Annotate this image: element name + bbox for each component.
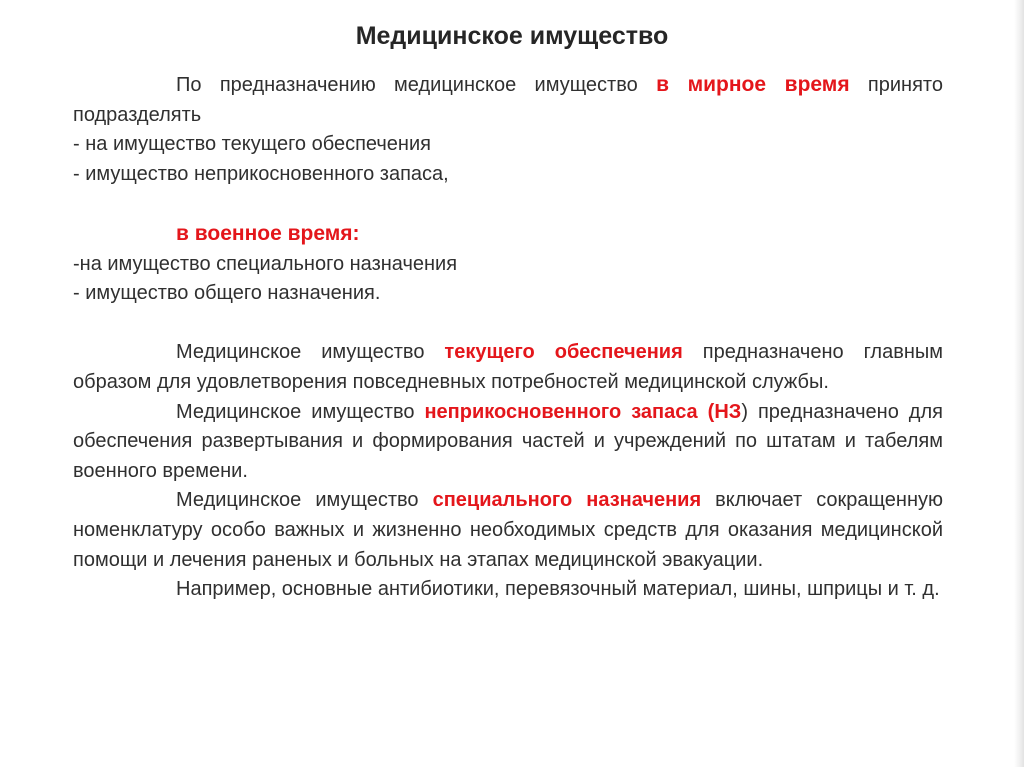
paragraph-example: Например, основные антибиотики, перевязочный материал, шины, шприцы и т. д.: [176, 578, 940, 601]
peace-item-reserve: - имущество неприкосновенного запаса,: [73, 162, 449, 185]
current-supply-highlight-2: обеспечения: [554, 341, 683, 364]
current-supply-highlight-1: текущего: [444, 341, 535, 364]
reserve-highlight-2: запаса: [631, 400, 698, 423]
paragraph-special-purpose: [73, 486, 943, 575]
paragraph-lead: Медицинское имущество: [176, 400, 415, 423]
war-item-special: -на имущество специального назначения: [73, 252, 458, 275]
paragraph-tail: предназначено главным образом для удовлетворения повседневных потребностей медицинской службы.: [73, 341, 944, 393]
reserve-abbreviation-close: ): [741, 400, 748, 423]
special-purpose-highlight-1: специального: [432, 489, 573, 512]
war-item-general: - имущество общего назначения.: [73, 282, 381, 305]
paragraph-emergency-reserve: [73, 398, 943, 487]
slide-edge-shadow: [1014, 0, 1024, 767]
intro-tail: принято подразделять: [73, 74, 943, 126]
spacer: [73, 309, 943, 339]
wartime-highlight: в военное время:: [176, 221, 360, 245]
slide-title: Медицинское имущество: [355, 22, 669, 50]
reserve-highlight-1: неприкосновенного: [424, 400, 622, 423]
intro-lead: По предназначению медицинское имущество: [176, 74, 638, 96]
paragraph-tail: включает сокращенную номенклатуру особо важных и жизненно необходимых средств для оказания медицинской помощи и лечения раненых и больных на этапах медицинской эвакуации.: [73, 489, 943, 571]
paragraph-lead: Медицинское имущество: [176, 489, 419, 512]
slide-body: [73, 70, 943, 605]
paragraph-current-supply: [73, 338, 943, 397]
peacetime-highlight: в мирное время: [656, 73, 850, 96]
reserve-abbreviation: (НЗ: [707, 400, 742, 423]
special-purpose-highlight-2: назначения: [586, 489, 702, 512]
intro-paragraph: [73, 70, 943, 130]
wartime-heading: [73, 219, 943, 250]
paragraph-lead: Медицинское имущество: [176, 341, 425, 364]
paragraph-tail: предназначено для обеспечения развертывания и формирования частей и учреждений по штатам и табелям военного времени.: [73, 400, 943, 482]
spacer: [73, 189, 943, 219]
peace-item-current: - на имущество текущего обеспечения: [73, 133, 431, 156]
